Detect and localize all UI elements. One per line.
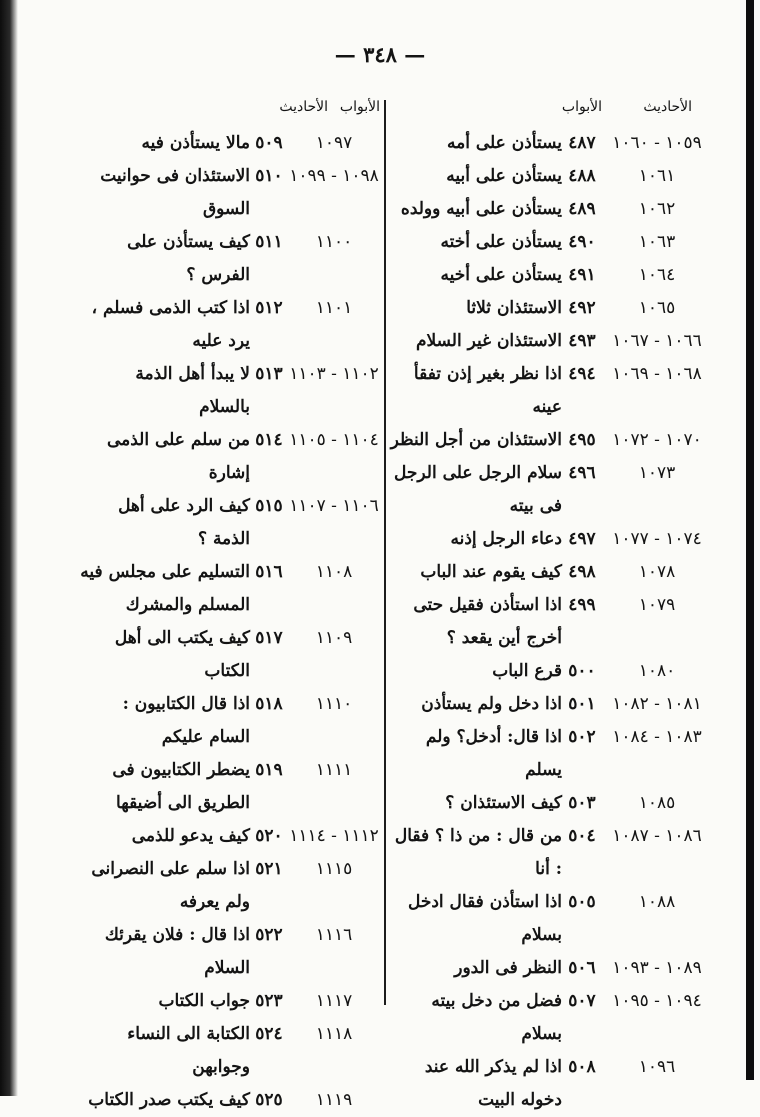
chapter-number: ٥٢٢ — [255, 925, 283, 945]
index-entry — [80, 853, 380, 919]
chapter-number: ٥٠٢ — [568, 727, 596, 747]
page-number: — ٣٤٨ — — [334, 42, 426, 67]
chapter-number: ٥٠١ — [568, 694, 596, 714]
index-entry — [390, 523, 712, 556]
index-entry — [390, 160, 712, 193]
column-headers — [80, 95, 380, 127]
chapter-number: ٥٢٤ — [255, 1024, 283, 1044]
index-entry — [390, 820, 712, 886]
index-entry — [390, 292, 712, 325]
chapter-title: الاستئذان ثلاثا — [466, 298, 562, 318]
hadith-range: ١١٠١ — [315, 298, 353, 318]
chapter-number: ٥١٩ — [255, 760, 283, 780]
chapter-number: ٥٠٨ — [568, 1057, 596, 1077]
hadith-range: ١٠٨٥ — [638, 793, 676, 813]
chapter-title: يستأذن على أخته — [440, 232, 562, 252]
index-entry — [80, 688, 380, 754]
index-entry — [80, 754, 380, 820]
hadith-range: ١٠٦٥ — [638, 298, 676, 318]
chapter-title: اذا نظر بغير إذن تفقأ عينه — [413, 364, 562, 417]
index-column-right — [390, 95, 712, 1110]
index-entry — [390, 952, 712, 985]
index-entry — [390, 325, 712, 358]
hadith-range: ١٠٨٩ - ١٠٩٣ — [612, 958, 702, 978]
index-entry — [390, 259, 712, 292]
chapter-number: ٥٠٤ — [568, 826, 596, 846]
chapter-title: من سلم على الذمى إشارة — [106, 430, 250, 483]
chapter-title: كيف يستأذن على الفرس ؟ — [127, 232, 250, 285]
chapter-number: ٥٠٦ — [568, 958, 596, 978]
index-entry — [80, 820, 380, 853]
index-entry — [390, 127, 712, 160]
chapter-title: جواب الكتاب — [158, 991, 250, 1011]
chapter-number: ٥٠٩ — [255, 133, 283, 153]
chapter-number: ٥١٣ — [255, 364, 283, 384]
index-entry — [390, 193, 712, 226]
chapter-number: ٤٩٥ — [568, 430, 596, 450]
index-entry — [390, 556, 712, 589]
chapter-title: اذا استأذن فقيل حتى أخرج أين يقعد ؟ — [413, 595, 562, 648]
chapter-number: ٥٠٥ — [568, 892, 596, 912]
chapter-number: ٥٢٣ — [255, 991, 283, 1011]
chapter-title: اذا دخل ولم يستأذن — [421, 694, 562, 714]
hadith-range: ١٠٦٤ — [638, 265, 676, 285]
chapter-title: اذا استأذن فقال ادخل بسلام — [407, 892, 562, 945]
chapter-title: يضطر الكتابيون فى الطريق الى أضيقها — [112, 760, 250, 813]
chapter-title: الاستئذان فى حوانيت السوق — [100, 166, 250, 219]
chapter-number: ٥١٥ — [255, 496, 283, 516]
index-entry — [80, 1018, 380, 1084]
hadith-range: ١١٠٢ - ١١٠٣ — [289, 364, 379, 384]
hadith-range: ١١٠٤ - ١١٠٥ — [289, 430, 379, 450]
index-entry — [390, 1051, 712, 1117]
chapter-title: الكتابة الى النساء وجوابهن — [127, 1024, 250, 1077]
chapter-title: يستأذن على أبيه — [446, 166, 562, 186]
chapter-title: اذا قال: أدخل؟ ولم يسلم — [425, 727, 562, 780]
index-entry — [390, 688, 712, 721]
chapter-title: يستأذن على أخيه — [440, 265, 562, 285]
chapter-number: ٤٩٧ — [568, 529, 596, 549]
chapter-title: كيف يكتب صدر الكتاب — [88, 1090, 250, 1110]
index-entry — [80, 127, 380, 160]
chapter-number: ٤٩٠ — [568, 232, 596, 252]
index-entry — [390, 358, 712, 424]
index-entry — [390, 886, 712, 952]
index-entry — [80, 424, 380, 490]
index-entry — [390, 787, 712, 820]
chapter-title: اذا كتب الذمى فسلم ، يرد عليه — [91, 298, 250, 351]
chapter-number: ٥٠٣ — [568, 793, 596, 813]
chapter-title: يستأذن على أبيه وولده — [400, 199, 562, 219]
chapter-number: ٤٩١ — [568, 265, 596, 285]
chapter-number: ٥٢٥ — [255, 1090, 283, 1110]
hadith-range: ١١٠٠ — [315, 232, 353, 252]
chapter-number: ٤٨٧ — [568, 133, 596, 153]
chapter-title: كيف يقوم عند الباب — [420, 562, 562, 582]
hadith-range: ١١١٩ — [315, 1090, 353, 1110]
hadith-range: ١٠٧٣ — [638, 463, 676, 483]
header-hadith: الأحاديث — [279, 99, 328, 115]
index-rows — [80, 127, 380, 1117]
chapter-number: ٥٠٠ — [568, 661, 596, 681]
header-chapters: الأبواب — [339, 99, 380, 115]
chapter-title: اذا قال الكتابيون : السام عليكم — [122, 694, 250, 747]
hadith-range: ١٠٨٣ - ١٠٨٤ — [612, 727, 702, 747]
chapter-number: ٥١٧ — [255, 628, 283, 648]
index-entry — [80, 292, 380, 358]
index-entry — [80, 358, 380, 424]
scan-edge-shadow — [0, 0, 18, 1096]
index-entry — [390, 424, 712, 457]
index-entry — [80, 1084, 380, 1117]
hadith-range: ١٠٧٩ — [638, 595, 676, 615]
hadith-range: ١١١٦ — [315, 925, 353, 945]
hadith-range: ١١١٧ — [315, 991, 353, 1011]
chapter-title: قرع الباب — [492, 661, 562, 681]
index-rows — [390, 127, 712, 1117]
chapter-title: مالا يستأذن فيه — [141, 133, 250, 153]
chapter-number: ٥١٠ — [255, 166, 283, 186]
index-entry — [390, 589, 712, 655]
chapter-title: التسليم على مجلس فيه المسلم والمشرك — [80, 562, 250, 615]
hadith-range: ١٠٨١ - ١٠٨٢ — [612, 694, 702, 714]
hadith-range: ١٠٩٦ — [638, 1057, 676, 1077]
hadith-range: ١٠٦٢ — [638, 199, 676, 219]
chapter-title: دعاء الرجل إذنه — [450, 529, 562, 549]
chapter-number: ٥١٤ — [255, 430, 283, 450]
chapter-number: ٥١١ — [255, 232, 283, 252]
column-headers — [390, 95, 712, 127]
chapter-title: فضل من دخل بيته بسلام — [431, 991, 562, 1044]
chapter-number: ٥١٨ — [255, 694, 283, 714]
chapter-title: كيف يدعو للذمى — [131, 826, 250, 846]
hadith-range: ١٠٦٣ — [638, 232, 676, 252]
chapter-title: كيف يكتب الى أهل الكتاب — [114, 628, 250, 681]
hadith-range: ١١٠٨ — [315, 562, 353, 582]
index-entry — [390, 457, 712, 523]
chapter-title: النظر فى الدور — [454, 958, 562, 978]
index-entry — [390, 226, 712, 259]
chapter-title: لا يبدأ أهل الذمة بالسلام — [135, 364, 250, 417]
hadith-range: ١٠٩٤ - ١٠٩٥ — [612, 991, 702, 1011]
chapter-number: ٤٩٢ — [568, 298, 596, 318]
scan-edge-border — [746, 0, 754, 1080]
chapter-title: يستأذن على أمه — [447, 133, 562, 153]
hadith-range: ١١١٠ — [315, 694, 353, 714]
chapter-title: اذا لم يذكر الله عند دخوله البيت — [424, 1057, 562, 1110]
chapter-number: ٤٨٨ — [568, 166, 596, 186]
index-entry — [390, 655, 712, 688]
hadith-range: ١١١١ — [315, 760, 353, 780]
hadith-range: ١٠٦٦ - ١٠٦٧ — [612, 331, 702, 351]
index-entry — [80, 556, 380, 622]
hadith-range: ١١١٨ — [315, 1024, 353, 1044]
hadith-range: ١٠٨٨ — [638, 892, 676, 912]
chapter-title: سلام الرجل على الرجل فى بيته — [394, 463, 562, 516]
index-entry — [80, 622, 380, 688]
index-entry — [390, 721, 712, 787]
chapter-title: اذا سلم على النصرانى ولم يعرفه — [91, 859, 250, 912]
hadith-range: ١٠٩٧ — [315, 133, 353, 153]
chapter-title: كيف الاستئذان ؟ — [445, 793, 562, 813]
index-entry — [80, 226, 380, 292]
chapter-number: ٤٨٩ — [568, 199, 596, 219]
chapter-number: ٥٢٠ — [255, 826, 283, 846]
chapter-title: الاستئذان غير السلام — [415, 331, 562, 351]
index-column-left — [80, 95, 380, 1110]
chapter-title: كيف الرد على أهل الذمة ؟ — [118, 496, 250, 549]
chapter-title: الاستئذان من أجل النظر — [390, 430, 562, 450]
chapter-title: اذا قال : فلان يقرئك السلام — [104, 925, 250, 978]
index-entry — [80, 160, 380, 226]
chapter-number: ٤٩٩ — [568, 595, 596, 615]
hadith-range: ١١١٢ - ١١١٤ — [289, 826, 379, 846]
hadith-range: ١١١٥ — [315, 859, 353, 879]
hadith-range: ١٠٦٨ - ١٠٦٩ — [612, 364, 702, 384]
column-divider — [384, 100, 386, 1005]
header-chapters: الأبواب — [561, 99, 602, 115]
index-entry — [390, 985, 712, 1051]
hadith-range: ١١٠٦ - ١١٠٧ — [289, 496, 379, 516]
hadith-range: ١٠٨٠ — [638, 661, 676, 681]
chapter-number: ٤٩٣ — [568, 331, 596, 351]
chapter-number: ٥٠٧ — [568, 991, 596, 1011]
chapter-number: ٤٩٨ — [568, 562, 596, 582]
chapter-number: ٤٩٤ — [568, 364, 596, 384]
hadith-range: ١٠٧٠ - ١٠٧٢ — [612, 430, 702, 450]
chapter-number: ٥١٢ — [255, 298, 283, 318]
hadith-range: ١٠٩٨ - ١٠٩٩ — [289, 166, 379, 186]
hadith-range: ١٠٦١ — [638, 166, 676, 186]
chapter-number: ٥١٦ — [255, 562, 283, 582]
chapter-title: من قال : من ذا ؟ فقال : أنا — [394, 826, 562, 879]
hadith-range: ١٠٥٩ - ١٠٦٠ — [612, 133, 702, 153]
hadith-range: ١٠٧٨ — [638, 562, 676, 582]
index-entry — [80, 919, 380, 985]
chapter-number: ٥٢١ — [255, 859, 283, 879]
index-entry — [80, 985, 380, 1018]
hadith-range: ١٠٧٤ - ١٠٧٧ — [612, 529, 702, 549]
hadith-range: ١١٠٩ — [315, 628, 353, 648]
hadith-range: ١٠٨٦ - ١٠٨٧ — [612, 826, 702, 846]
chapter-number: ٤٩٦ — [568, 463, 596, 483]
header-hadith: الأحاديث — [643, 99, 692, 115]
index-entry — [80, 490, 380, 556]
